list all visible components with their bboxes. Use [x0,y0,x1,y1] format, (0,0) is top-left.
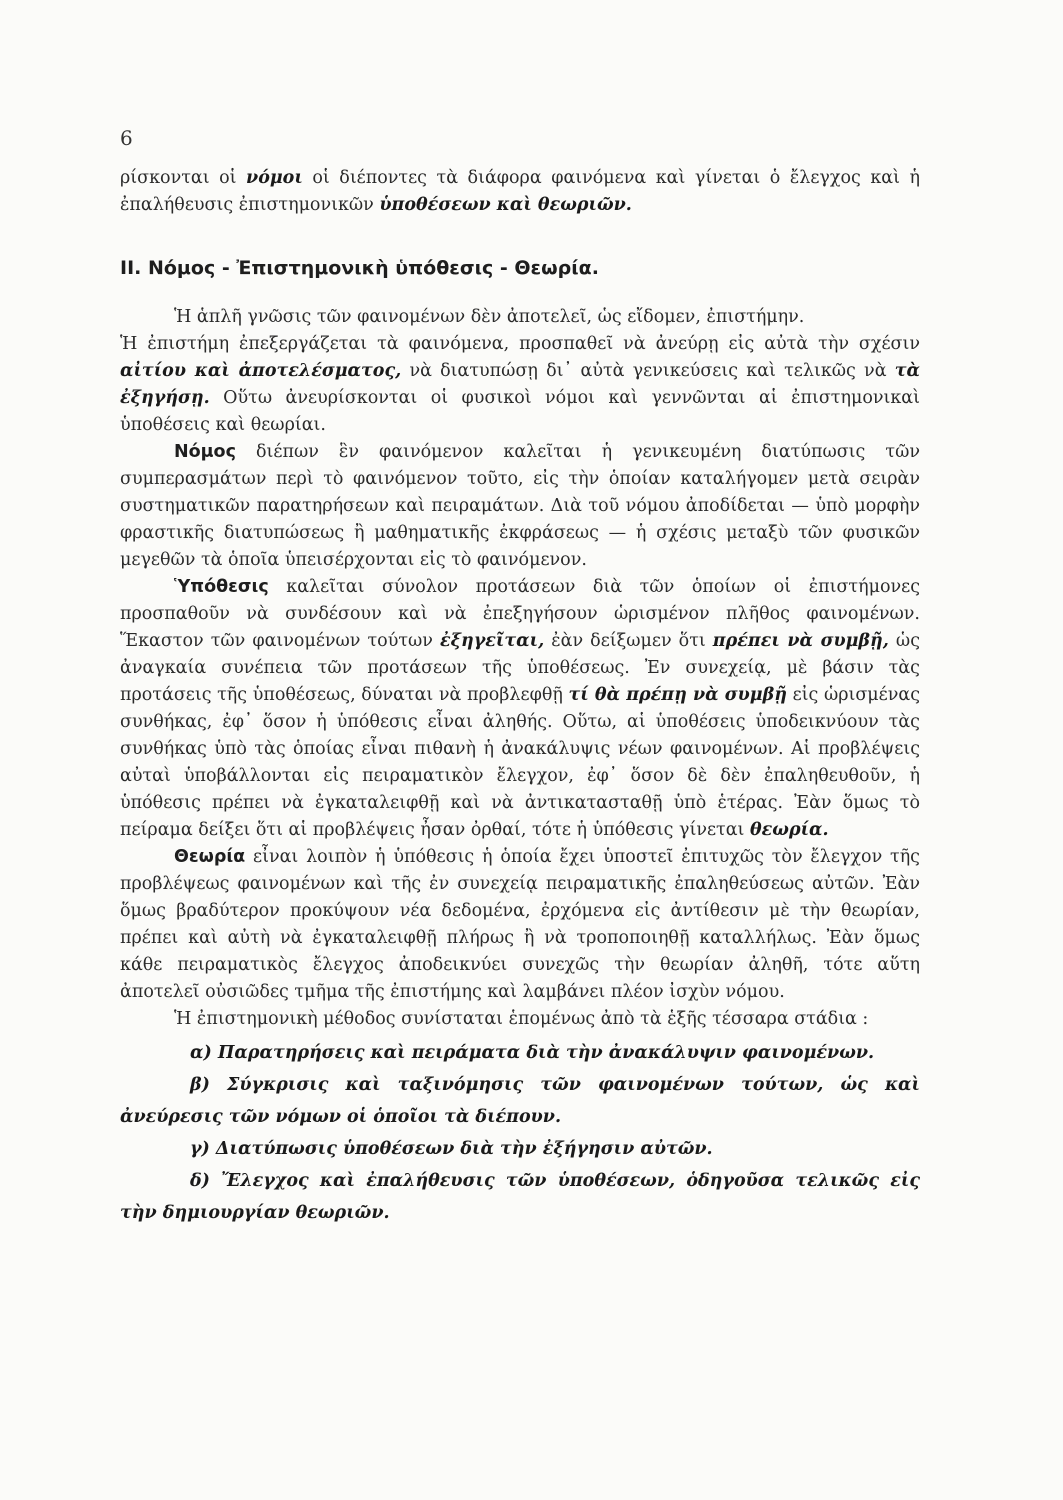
text-span: Ἡ ἐπιστήμη ἐπεξεργάζεται τὰ φαινόμενα, προσπαθεῖ νὰ ἀνεύρῃ εἰς αὐτὰ τὴν σχέσιν [120,334,920,354]
list-item: δ) Ἔλεγχος καὶ ἐπαλήθευσις τῶν ὑποθέσεων, ὁδηγοῦσα τελικῶς εἰς τὴν δημιουργίαν θεωριῶν. [120,1171,920,1223]
emphasis: αἰτίου καὶ ἀποτελέσματος, [120,361,402,381]
page-body [120,165,920,1229]
emphasis: ὑποθέσεων καὶ θεωριῶν. [379,195,632,215]
text-span: διέπων ἓν φαινόμενον καλεῖται ἡ γενικευμένη διατύπωσις τῶν συμπερασμάτων περὶ τὸ φαινόμενον τοῦτο, εἰς τὴν ὁποίαν καταλήγομεν μετὰ σειρὰν συστηματικῶν παρατηρήσεων καὶ πειραμάτων. Διὰ τοῦ νόμου ἀποδίδεται — ὑπὸ μορφὴν φραστικῆς διατυπώσεως ἢ μαθηματικῆς ἐκφράσεως — ἡ σχέσις μεταξὺ τῶν φυσικῶν μεγεθῶν τὰ ὁποῖα ὑπεισέρχονται εἰς τὸ φαινόμενον. [120,442,920,570]
text-span: οἱ διέποντες τὰ διάφορα φαινόμενα καὶ γίνεται ὁ ἔλεγχος καὶ ἡ ἐπαλήθευσις ἐπιστημονικῶν [120,168,920,215]
list-item: β) Σύγκρισις καὶ ταξινόμησις τῶν φαινομένων τούτων, ὡς καὶ ἀνεύρεσις τῶν νόμων οἱ ὁποῖοι τὰ διέπουν. [120,1075,920,1127]
term-theory: Θεωρία [174,847,246,867]
emphasis: τί θὰ πρέπῃ νὰ συμβῇ [568,685,787,705]
text-span: εἶναι λοιπὸν ἡ ὑπόθεσις ἡ ὁποία ἔχει ὑποστεῖ ἐπιτυχῶς τὸν ἔλεγχον τῆς προβλέψεως φαινομένων καὶ τῆς ἐν συνεχείᾳ πειραματικῆς ἐπαληθεύσεως αὐτῶν. Ἐὰν ὅμως βραδύτερον προκύψουν νέα δεδομένα, ἐρχόμενα εἰς ἀντίθεσιν μὲ τὴν θεωρίαν, πρέπει καὶ αὐτὴ νὰ ἐγκαταλειφθῇ πλήρως ἢ νὰ τροποποιηθῇ καταλλήλως. Ἐὰν ὅμως κάθε πειραματικὸς ἔλεγχος ἀποδεικνύει συνεχῶς τὴν θεωρίαν ἀληθῆ, τότε αὕτη ἀποτελεῖ οὐσιῶδες τμῆμα τῆς ἐπιστήμης καὶ λαμβάνει πλέον ἰσχὺν νόμου. [120,847,920,1002]
term-hypothesis: Ὑπόθεσις [174,577,269,597]
paragraph-intro [120,165,920,219]
emphasis: νόμοι [246,168,303,188]
stages-list [120,1037,920,1229]
term-law: Νόμος [174,442,236,462]
text-span: ἐὰν δείξωμεν ὅτι [544,631,713,651]
paragraph-theory [120,844,920,1006]
paragraph-law [120,439,920,574]
text-span: ρίσκονται οἱ [120,168,247,188]
emphasis: θεωρία. [749,820,829,840]
text-span: καλεῖται σύνολον προτάσεων διὰ τῶν ὁποίων οἱ ἐπιστήμονες προσπαθοῦν νὰ συνδέσουν καὶ νὰ ἐπεξηγήσουν ὡρισμένον πλῆθος φαινομένων. Ἕκαστον τῶν φαινομένων τούτων [120,577,920,651]
text-span: Οὕτω ἀνευρίσκονται οἱ φυσικοὶ νόμοι καὶ γεννῶνται αἱ ἐπιστημονικαὶ ὑποθέσεις καὶ θεωρίαι. [120,388,920,435]
section-heading: II. Νόμος - Ἐπιστημονικὴ ὑπόθεσις - Θεωρία. [120,257,599,279]
paragraph-method: Ἡ ἐπιστημονικὴ μέθοδος συνίσταται ἑπομένως ἀπὸ τὰ ἑξῆς τέσσαρα στάδια : [174,1009,869,1029]
list-item: γ) Διατύπωσις ὑποθέσεων διὰ τὴν ἐξήγησιν αὐτῶν. [190,1139,713,1159]
paragraph-science [120,331,920,439]
text-span: εἰς ὡρισμένας συνθήκας, ἐφ᾽ ὅσον ἡ ὑπόθεσις εἶναι ἀληθής. Οὕτω, αἱ ὑποθέσεις ὑποδεικνύουν τὰς συνθήκας ὑπὸ τὰς ὁποίας εἶναι πιθανὴ ἡ ἀνακάλυψις νέων φαινομένων. Αἱ προβλέψεις αὐταὶ ὑποβάλλονται εἰς πειραματικὸν ἔλεγχον, ἐφ᾽ ὅσον δὲ δὲν ἐπαληθευθοῦν, ἡ ὑπόθεσις πρέπει νὰ ἐγκαταλειφθῇ καὶ νὰ ἀντικατασταθῇ ὑπὸ ἑτέρας. Ἐὰν ὅμως τὸ πείραμα δείξει ὅτι αἱ προβλέψεις ἦσαν ὀρθαί, τότε ἡ ὑπόθεσις γίνεται [120,685,921,840]
page-number: 6 [120,126,133,150]
text-span: νὰ διατυπώσῃ δι᾽ αὐτὰ γενικεύσεις καὶ τελικῶς νὰ [401,361,895,381]
emphasis: ἐξηγεῖται, [440,631,545,651]
paragraph-hypothesis [120,574,920,844]
list-item: α) Παρατηρήσεις καὶ πειράματα διὰ τὴν ἀνακάλυψιν φαινομένων. [190,1043,875,1063]
text-span: ὡς ἀναγκαία συνέπεια τῶν προτάσεων τῆς ὑποθέσεως. Ἐν συνεχείᾳ, μὲ βάσιν τὰς προτάσεις τῆς ὑποθέσεως, δύναται νὰ προβλεφθῇ [120,631,920,705]
emphasis: τὰ ἐξηγήσῃ. [120,361,920,408]
emphasis: πρέπει νὰ συμβῇ, [712,631,889,651]
paragraph-knowledge: Ἡ ἁπλῆ γνῶσις τῶν φαινομένων δὲν ἀποτελεῖ, ὡς εἴδομεν, ἐπιστήμην. [174,307,805,327]
